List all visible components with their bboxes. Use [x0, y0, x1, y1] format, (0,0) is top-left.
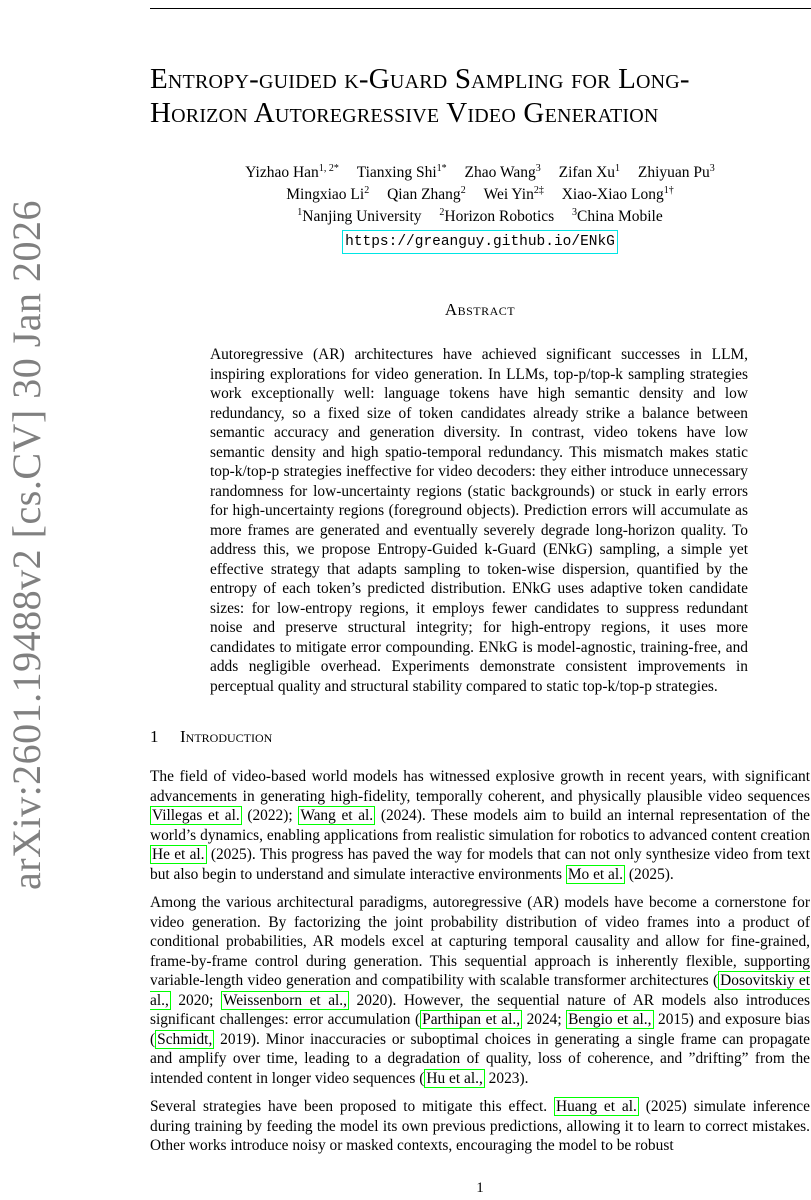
- introduction-body: [150, 767, 810, 1165]
- citation-link[interactable]: Huang et al.: [556, 1098, 637, 1115]
- author: Qian Zhang$^2$: [387, 184, 466, 203]
- affiliation: $^3$China Mobile: [572, 206, 663, 225]
- author-row-1: [150, 162, 810, 184]
- section-number: 1: [150, 727, 159, 746]
- intro-paragraph-3: Several strategies have been proposed to mitigate this effect. Huang et al. (2025) simulate inference during training by feeding the model its own previous predictions, allowing it to learn to correct mistakes. Other works introduce noisy or masked contexts, encouraging the model to be robust: [150, 1098, 810, 1154]
- author: Mingxiao Li$^2$: [286, 184, 370, 203]
- url-row: [150, 228, 810, 254]
- abstract-text: Autoregressive (AR) architectures have achieved significant successes in LLM, inspiring explorations for video generation. In LLMs, top-p/top-k sampling strategies work exceptionally well: language tokens have high semantic density and low redundancy, so a fixed size of token candidates already strike a balance between semantic accuracy and generation diversity. In contrast, video tokens have low semantic density and high spatio-temporal redundancy. This mismatch makes static top-k/top-p strategies ineffective for video decoders: they either introduce unnecessary randomness for low-uncertainty regions (static backgrounds) or stuck in early errors for high-uncertainty regions (foreground objects). Prediction errors will accumulate as more frames are generated and eventually severely degrade long-horizon quality. To address this, we propose Entropy-Guided k-Guard (ENkG) sampling, a simple yet effective strategy that adapts sampling to token-wise dispersion, quantified by the entropy of each token’s predicted distribution. ENkG uses adaptive token candidate sizes: for low-entropy regions, it employs fewer candidates to suppress redundant noise and preserve structural integrity; for high-entropy regions, it uses more candidates to mitigate error compounding. ENkG is model-agnostic, training-free, and adds negligible overhead. Experiments demonstrate consistent improvements in perceptual quality and structural stability compared to static top-k/top-p strategies.: [210, 346, 748, 695]
- title-line-1: Entropy-guided k-Guard Sampling for Long-: [150, 63, 690, 95]
- intro-paragraph-1: The field of video-based world models has witnessed explosive growth in recent years, with significant advancements in generating high-fidelity, temporally coherent, and physically plausible video sequences Villegas et al. (2022); Wang et al. (2024). These models aim to build an internal representation of the world’s dynamics, enabling applications from realistic simulation for robotics to advanced content creation He et al. (2025). This progress has paved the way for models that can not only synthesize video from text but also begin to understand and simulate interactive environments Mo et al. (2025).: [150, 768, 811, 883]
- section-title: Introduction: [180, 727, 273, 746]
- arxiv-identifier: [3, 199, 49, 890]
- arxiv-id-text: arXiv:2601.19488v2 [cs.CV] 30 Jan 2026: [4, 199, 49, 890]
- author: Yizhao Han$^{1, 2*}$: [245, 162, 339, 181]
- citation-link[interactable]: Wang et al.: [300, 807, 374, 824]
- affiliations: [150, 206, 810, 228]
- title-line-2: Horizon Autoregressive Video Generation: [150, 97, 659, 129]
- paper-title: [150, 62, 810, 130]
- affiliation: $^1$Nanjing University: [297, 206, 422, 225]
- author: Zhao Wang$^3$: [464, 162, 541, 181]
- author-block: [150, 162, 810, 254]
- citation-link[interactable]: Bengio et al.,: [568, 1011, 652, 1028]
- citation-link[interactable]: He et al.: [152, 846, 205, 863]
- citation-link[interactable]: Schmidt,: [157, 1030, 213, 1048]
- section-heading-introduction: [150, 727, 272, 747]
- author: Zhiyuan Pu$^3$: [637, 162, 715, 181]
- author-row-2: [150, 184, 810, 206]
- author: Tianxing Shi$^{1*}$: [356, 162, 447, 181]
- citation-link[interactable]: Weissenborn et al.,: [222, 991, 348, 1009]
- citation-link[interactable]: Hu et al.,: [426, 1069, 483, 1087]
- top-rule: [150, 8, 811, 9]
- citation-link[interactable]: Parthipan et al.,: [422, 1011, 521, 1028]
- author: Zifan Xu$^1$: [558, 162, 621, 181]
- affiliation: $^2$Horizon Robotics: [439, 206, 555, 225]
- abstract-heading: Abstract: [444, 300, 516, 319]
- intro-paragraph-2: Among the various architectural paradigms, autoregressive (AR) models have become a cornerstone for video generation. By factorizing the joint probability distribution of video frames into a product of conditional probabilities, AR models excel at capturing temporal causality and allow for fine-grained, frame-by-frame control during generation. This sequential approach is inherently flexible, supporting variable-length video generation and compatibility with scalable transformer architectures ( Dosovitskiy et al., 2020; Weissenborn et al., 2020). However, the sequential nature of AR models also introduces significant challenges: error accumulation ( Parthipan et al., 2024; Bengio et al., 2015) and exposure bias ( Schmidt, 2019). Minor inaccuracies or suboptimal choices in generating a single frame can propagate and amplify over time, leading to a degradation of quality, loss of coherence, and ”drifting” from the intended content in longer video sequences ( Hu et al., 2023).: [150, 894, 810, 1087]
- page-number: 1: [476, 1180, 484, 1196]
- citation-link[interactable]: Dosovitskiy et al.,: [150, 972, 810, 1009]
- citation-link[interactable]: Villegas et al.: [152, 807, 240, 824]
- citation-link[interactable]: Mo et al.: [567, 865, 624, 883]
- author: Xiao-Xiao Long$^{1\dagger}$: [561, 184, 674, 203]
- author: Wei Yin$^{2\ddagger}$: [483, 184, 544, 203]
- project-url-link[interactable]: https://greanguy.github.io/ENkG: [342, 230, 618, 254]
